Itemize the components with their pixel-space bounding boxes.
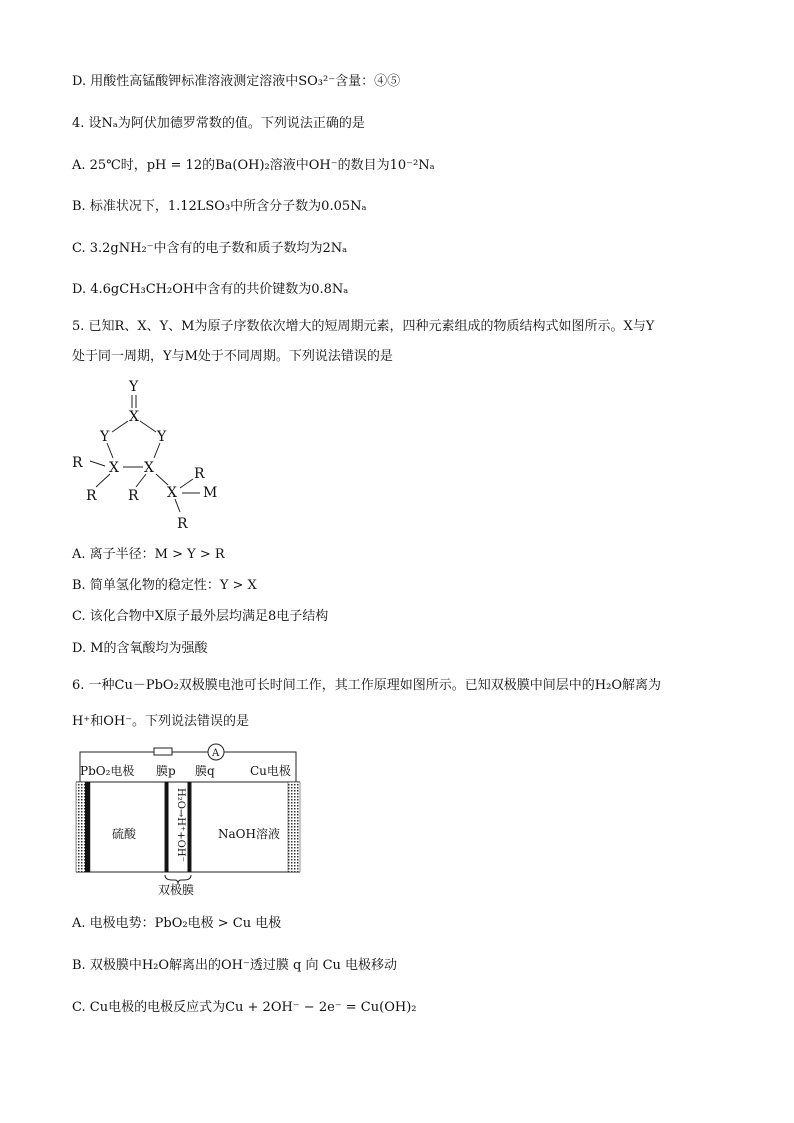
right-solution-label: NaOH溶液 xyxy=(218,827,280,841)
q4-option-a: A. 25℃时，pH = 12的Ba(OH)₂溶液中OH⁻的数目为10⁻²Nₐ xyxy=(72,158,435,173)
q5-option-c: C. 该化合物中X原子最外层均满足8电子结构 xyxy=(72,609,329,624)
membrane-p-label: 膜p xyxy=(156,764,176,778)
membrane-reaction-label: H₂O→H⁺+OH⁻ xyxy=(175,788,186,862)
pbo2-electrode-label: PbO₂电极 xyxy=(80,764,135,778)
q5-structure-diagram xyxy=(60,375,240,535)
atom-x-bottom: X xyxy=(167,485,177,501)
atom-x-right: X xyxy=(144,460,154,476)
q4-option-d: D. 4.6gCH₃CH₂OH中含有的共价键数为0.8Nₐ xyxy=(72,282,349,297)
q5-option-d: D. M的含氧酸均为强酸 xyxy=(72,641,208,656)
atom-x-top: X xyxy=(129,409,139,425)
q6-stem-line2: H⁺和OH⁻。下列说法错误的是 xyxy=(72,714,250,729)
cu-electrode-label: Cu电极 xyxy=(250,764,291,778)
q5-option-b: B. 简单氢化物的稳定性：Y > X xyxy=(72,578,257,593)
q3-option-d: D. 用酸性高锰酸钾标准溶液测定溶液中SO₃²⁻含量：④⑤ xyxy=(72,74,401,89)
q6-stem-line1: 6. 一种Cu－PbO₂双极膜电池可长时间工作，其工作原理如图所示。已知双极膜中间层中的H₂O解离为 xyxy=(72,678,661,693)
q5-option-a: A. 离子半径：M > Y > R xyxy=(72,547,225,562)
q6-cell-diagram xyxy=(72,742,304,898)
q5-stem-line2: 处于同一周期，Y与M处于不同周期。下列说法错误的是 xyxy=(72,349,393,364)
atom-y-left: Y xyxy=(100,429,110,445)
atom-r-2: R xyxy=(86,488,97,504)
q6-option-c: C. Cu电极的电极反应式为Cu + 2OH⁻ − 2e⁻ = Cu(OH)₂ xyxy=(72,1000,417,1015)
q6-option-b: B. 双极膜中H₂O解离出的OH⁻透过膜 q 向 Cu 电极移动 xyxy=(72,958,398,973)
q5-stem-line1: 5. 已知R、X、Y、M为原子序数依次增大的短周期元素，四种元素组成的物质结构式如图所示。X与Y xyxy=(72,319,655,334)
left-solution-label: 硫酸 xyxy=(112,827,137,841)
atom-y-right: Y xyxy=(157,429,167,445)
ammeter-label: A xyxy=(212,748,220,759)
atom-r-4: R xyxy=(194,466,205,482)
atom-r-1: R xyxy=(72,455,83,471)
membrane-q-label: 膜q xyxy=(195,764,215,778)
cu-electrode-icon xyxy=(288,782,300,872)
q4-stem: 4. 设Nₐ为阿伏加德罗常数的值。下列说法正确的是 xyxy=(72,116,365,131)
atom-y-top: Y xyxy=(129,379,139,395)
q4-option-c: C. 3.2gNH₂⁻中含有的电子数和质子数均为2Nₐ xyxy=(72,241,348,256)
q4-option-b: B. 标准状况下，1.12LSO₃中所含分子数为0.05Nₐ xyxy=(72,199,367,214)
bipolar-membrane-label: 双极膜 xyxy=(158,883,195,897)
q6-option-a: A. 电极电势：PbO₂电极 > Cu 电极 xyxy=(72,916,282,931)
atom-r-5: R xyxy=(177,516,188,532)
atom-x-left: X xyxy=(109,460,119,476)
atom-r-3: R xyxy=(128,488,139,504)
atom-m: M xyxy=(203,485,218,501)
